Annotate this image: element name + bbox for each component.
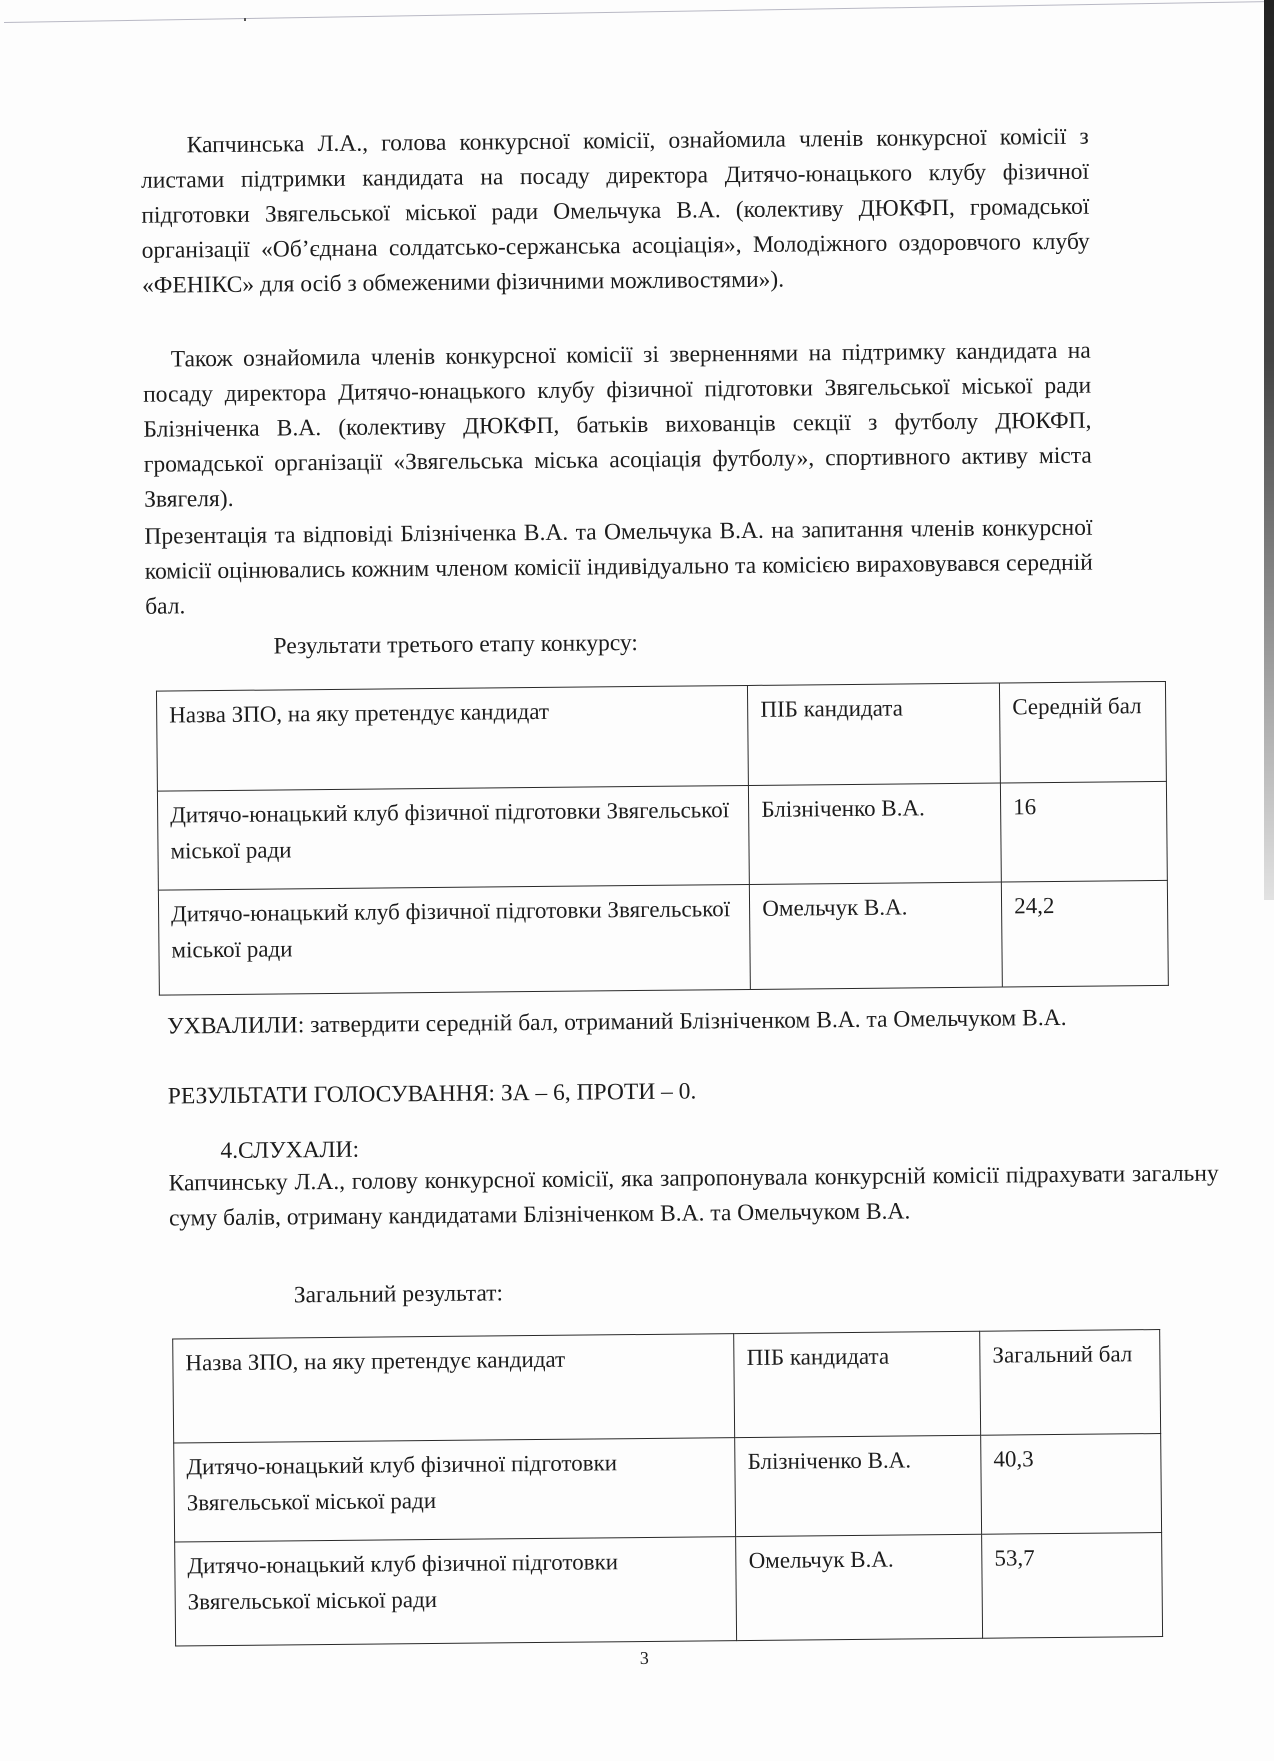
stage3-results-table	[156, 681, 1169, 996]
cell-org: Дитячо-юнацький клуб фізичної підготовки Звягельської міської ради	[174, 1438, 736, 1542]
header-score: Загальний бал	[980, 1330, 1161, 1436]
section4-heading: 4.СЛУХАЛИ:	[220, 1136, 360, 1165]
table-row	[175, 1533, 1163, 1646]
vote-result: РЕЗУЛЬТАТИ ГОЛОСУВАННЯ: ЗА – 6, ПРОТИ – 0.	[167, 1078, 697, 1110]
decision-text: УХВАЛИЛИ: затвердити середній бал, отриманий Блізніченком В.А. та Омельчуком В.А.	[167, 1004, 1067, 1040]
page-number: 3	[639, 1647, 649, 1669]
header-score: Середній бал	[1000, 681, 1167, 783]
table2-caption: Загальний результат:	[293, 1280, 504, 1309]
paragraph-support-letters-omelchuk: Капчинська Л.А., голова конкурсної комісії, ознайомила членів конкурсної комісії з листами підтримки кандидата на посаду директора Дитячо-юнацького клубу фізичної підготовки Звягельської міської ради Омельчука В.А. (колективу ДЮКФП, громадської організації «Об’єднана солдатсько-сержанська асоціація», Молодіжного оздоровчого клубу «ФЕНІКС» для осіб з обмеженими фізичними можливостями»).	[140, 123, 1090, 299]
header-org: Назва ЗПО, на яку претендує кандидат	[173, 1334, 735, 1443]
cell-score: 16	[1000, 781, 1167, 882]
table-row	[174, 1434, 1162, 1542]
table-header-row	[173, 1330, 1161, 1443]
table-header-row	[156, 681, 1166, 791]
cell-org: Дитячо-юнацький клуб фізичної підготовки Звягельської міської ради	[157, 785, 749, 890]
table-row	[157, 781, 1167, 890]
table-row	[158, 880, 1168, 995]
header-name: ПІБ кандидата	[748, 683, 1001, 785]
header-org: Назва ЗПО, на яку претендує кандидат	[156, 685, 748, 791]
cell-name: Блізніченко В.А.	[735, 1435, 982, 1536]
cell-org: Дитячо-юнацький клуб фізичної підготовки Звягельської міської ради	[158, 884, 750, 995]
section4-text: Капчинську Л.А., голову конкурсної комісії, яка запропонувала конкурсній комісії підрахувати загальну суму балів, отриману кандидатами Блізніченком В.А. та Омельчуком В.А.	[168, 1160, 1219, 1232]
cell-name: Омельчук В.А.	[750, 882, 1003, 989]
table1-caption: Результати третього етапу конкурсу:	[273, 630, 638, 660]
total-results-table	[172, 1329, 1163, 1646]
paragraph-presentation-evaluation: Презентація та відповіді Блізніченка В.А. та Омельчука В.А. на запитання членів конкурсної комісії оцінювались кожним членом комісії індивідуально та комісією вираховувався середній бал.	[144, 514, 1093, 620]
header-name: ПІБ кандидата	[734, 1331, 981, 1437]
cell-org: Дитячо-юнацький клуб фізичної підготовки Звягельської міської ради	[175, 1537, 737, 1646]
cell-score: 53,7	[982, 1533, 1163, 1639]
cell-score: 40,3	[981, 1434, 1162, 1535]
cell-name: Омельчук В.А.	[736, 1534, 983, 1640]
cell-score: 24,2	[1001, 880, 1168, 987]
cell-name: Блізніченко В.А.	[749, 783, 1002, 884]
paragraph-appeals-bliznichenko: Також ознайомила членів конкурсної комісії зі зверненнями на підтримку кандидата на посаду директора Дитячо-юнацького клубу фізичної підготовки Звягельської міської ради Блізніченка В.А. (колективу ДЮКФП, батьків вихованців секції з футболу ДЮКФП, громадської організації «Звягельська міська асоціація футболу», спортивного активу міста Звягеля).	[143, 337, 1092, 513]
